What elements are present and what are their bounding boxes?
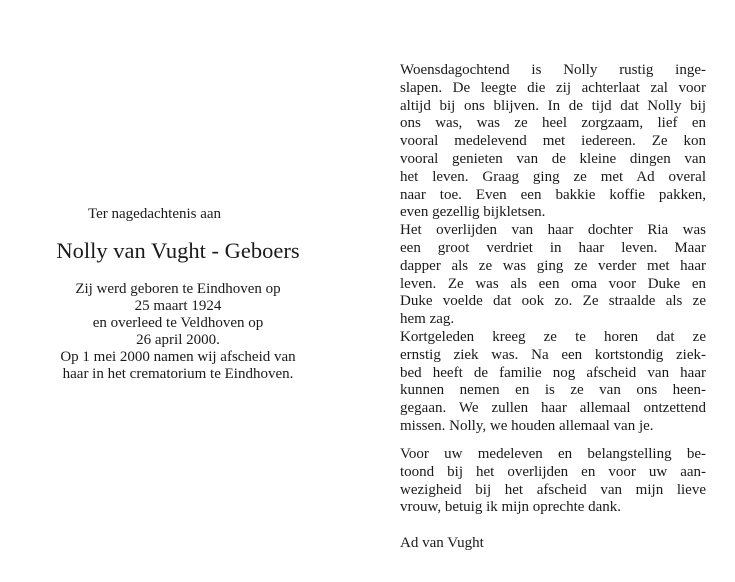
fact-line: haar in het crematorium te Eindhoven. [62,365,294,382]
fact-line: Op 1 mei 2000 namen wij afscheid van [60,348,296,365]
text-line: een groot verdriet in haar leven. Maar [400,239,706,256]
text-line: ernstig ziek was. Na een kortstondig ziek- [400,346,706,363]
text-line: bed heeft de familie nog afscheid van haar [400,364,706,381]
fact-line: en overleed te Veldhoven op [92,314,264,331]
text-line: naar toe. Even een bakkie koffie pakken, [400,186,706,203]
text-line: vrouw, betuig ik mijn oprechte dank. [400,499,622,516]
text-line: vooral genieten van de kleine dingen van [400,150,706,167]
text-line: altijd bij ons blijven. In de tijd dat Nolly bij [400,97,706,114]
fact-line: 25 maart 1924 [134,297,222,314]
memorial-text [400,62,706,436]
signature: Ad van Vught [400,535,484,551]
text-line: vooral medelevend met iedereen. Ze kon [400,133,706,150]
life-facts [30,281,326,382]
fact-line: Zij werd geboren te Eindhoven op [75,281,281,297]
text-line: ons was, was ze heel zorgzaam, lief en [400,115,706,132]
text-line: slapen. De leegte die zij achterlaat zal voor [400,79,706,96]
thanks-text [400,446,706,517]
text-line: Woensdagochtend is Nolly rustig inge- [400,62,706,78]
text-line: dapper als ze was ging ze verder met haar [400,257,706,274]
text-line: hem zag. [400,311,455,328]
deceased-name: Nolly van Vught - Geboers [56,238,300,263]
text-line: het leven. Graag ging ze met Ad overal [400,168,706,185]
text-line: missen. Nolly, we houden allemaal van je. [400,417,654,434]
text-line: toond bij het overlijden en voor uw aan- [400,463,706,480]
fact-line: 26 april 2000. [136,331,220,348]
dedication-intro: Ter nagedachtenis aan [88,206,222,222]
text-line: gegaan. We zullen haar allemaal ontzettend [400,400,706,417]
text-line: leven. Ze was als een oma voor Duke en [400,275,706,292]
text-line: Voor uw medeleven en belangstelling be- [400,446,706,462]
text-line: even gezellig bijkletsen. [400,204,546,221]
text-line: kunnen nemen en is ze van ons heen- [400,382,706,399]
text-line: wezigheid bij het afscheid van mijn lieve [400,481,706,498]
text-line: Kortgeleden kreeg ze te horen dat ze [400,328,706,345]
text-line: Duke voelde dat ook zo. Ze straalde als ze [400,293,706,310]
text-line: Het overlijden van haar dochter Ria was [400,222,706,239]
